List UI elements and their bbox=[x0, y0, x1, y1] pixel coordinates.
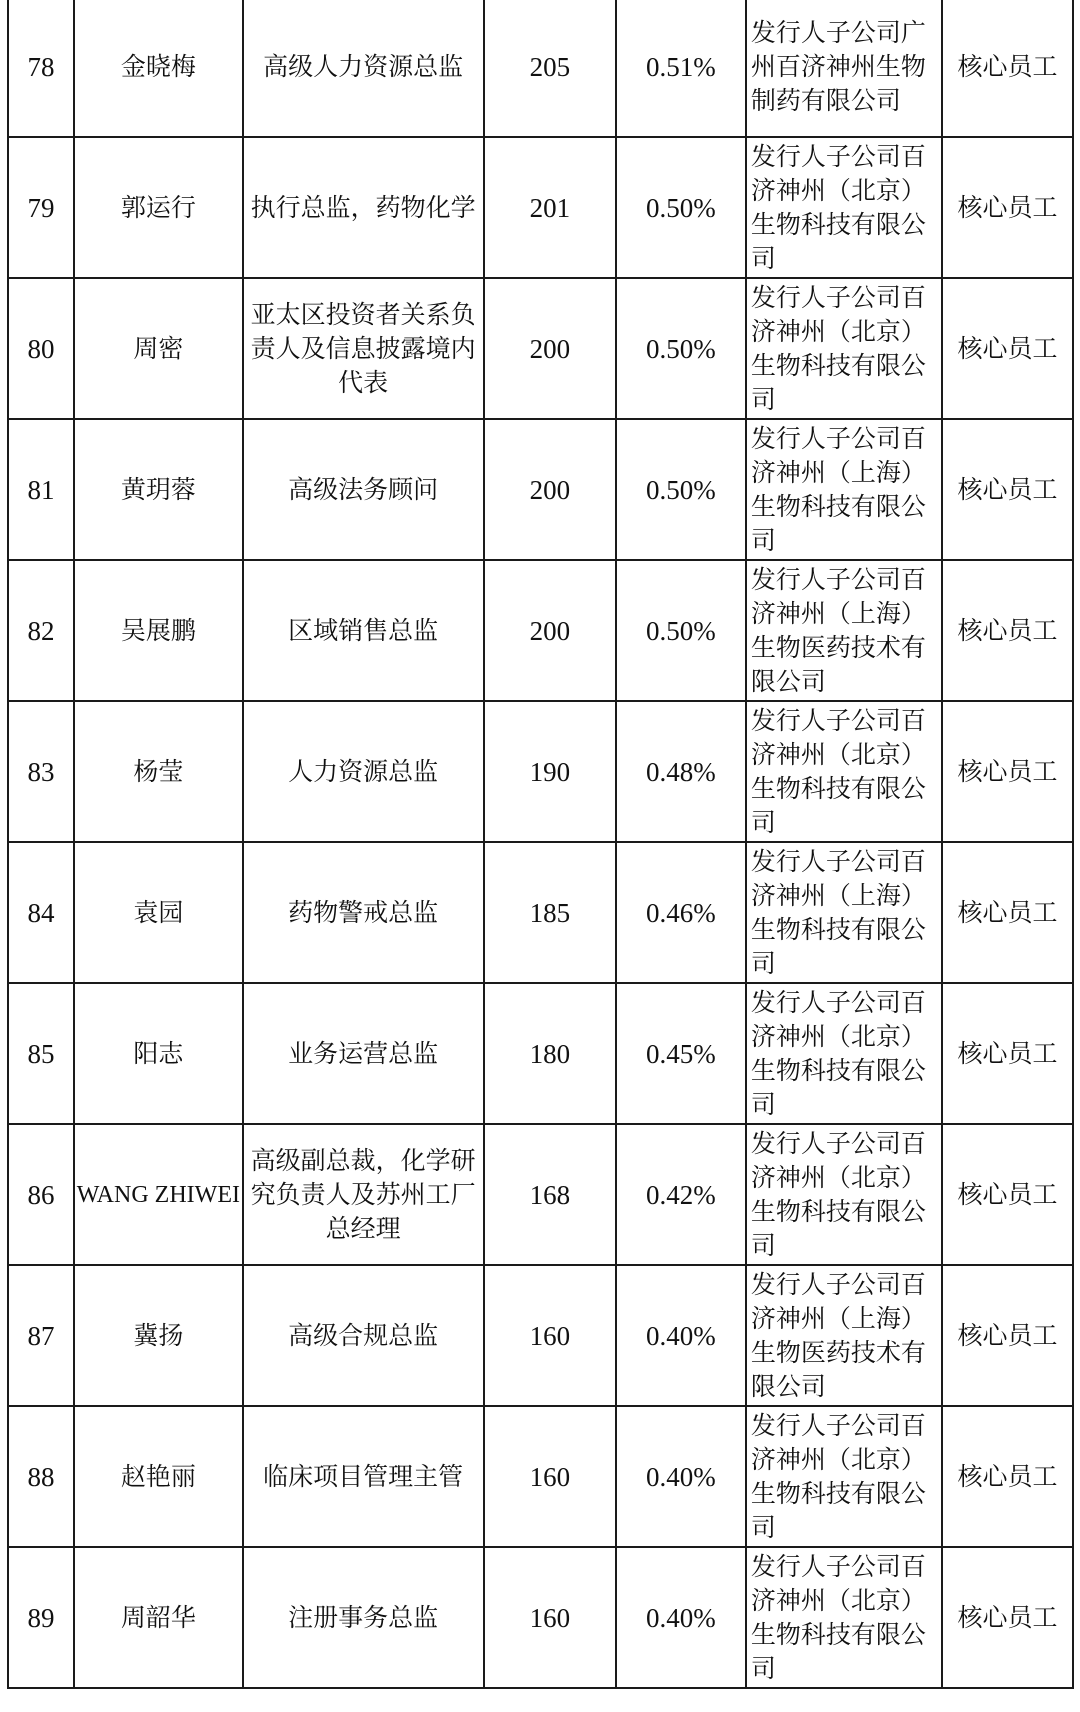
employee-name-cell: WANG ZHIWEI bbox=[74, 1124, 243, 1265]
shares-cell: 201 bbox=[484, 137, 616, 278]
position-cell bbox=[243, 419, 484, 560]
shares-cell: 200 bbox=[484, 419, 616, 560]
table-row bbox=[8, 1406, 1073, 1547]
shares-cell: 205 bbox=[484, 0, 616, 137]
ratio-cell: 0.51% bbox=[616, 0, 746, 137]
employer-text: 发行人子公司百济神州（北京）生物科技有限公司 bbox=[750, 1128, 926, 1260]
table-row bbox=[8, 0, 1073, 137]
employer-text: 发行人子公司百济神州（上海）生物科技有限公司 bbox=[750, 423, 926, 555]
category-cell: 核心员工 bbox=[942, 0, 1073, 137]
employer-text: 发行人子公司百济神州（上海）生物医药技术有限公司 bbox=[750, 564, 926, 696]
employer-cell bbox=[746, 983, 942, 1124]
table-row bbox=[8, 419, 1073, 560]
shares-cell: 190 bbox=[484, 701, 616, 842]
row-number-cell: 84 bbox=[8, 842, 74, 983]
employer-cell bbox=[746, 278, 942, 419]
employer-cell bbox=[746, 1124, 942, 1265]
position-text: 人力资源总监 bbox=[288, 756, 439, 786]
employer-cell bbox=[746, 137, 942, 278]
position-text: 临床项目管理主管 bbox=[263, 1461, 464, 1491]
position-cell bbox=[243, 1406, 484, 1547]
position-text: 高级人力资源总监 bbox=[263, 51, 464, 81]
ratio-cell: 0.46% bbox=[616, 842, 746, 983]
employee-name-cell: 吴展鹏 bbox=[74, 560, 243, 701]
ratio-cell: 0.45% bbox=[616, 983, 746, 1124]
employer-cell bbox=[746, 842, 942, 983]
row-number-cell: 78 bbox=[8, 0, 74, 137]
ratio-cell: 0.40% bbox=[616, 1406, 746, 1547]
employer-text: 发行人子公司百济神州（北京）生物科技有限公司 bbox=[750, 705, 926, 837]
row-number-cell: 83 bbox=[8, 701, 74, 842]
category-cell: 核心员工 bbox=[942, 842, 1073, 983]
position-cell bbox=[243, 1124, 484, 1265]
shares-cell: 168 bbox=[484, 1124, 616, 1265]
category-cell: 核心员工 bbox=[942, 1265, 1073, 1406]
table-row bbox=[8, 983, 1073, 1124]
employer-cell bbox=[746, 1547, 942, 1688]
category-cell: 核心员工 bbox=[942, 137, 1073, 278]
employee-name-cell: 袁园 bbox=[74, 842, 243, 983]
employer-text: 发行人子公司百济神州（北京）生物科技有限公司 bbox=[750, 141, 926, 273]
ratio-cell: 0.40% bbox=[616, 1547, 746, 1688]
row-number-cell: 80 bbox=[8, 278, 74, 419]
table-body bbox=[8, 0, 1073, 1688]
shares-cell: 160 bbox=[484, 1265, 616, 1406]
row-number-cell: 87 bbox=[8, 1265, 74, 1406]
ratio-cell: 0.50% bbox=[616, 560, 746, 701]
employer-text: 发行人子公司百济神州（上海）生物医药技术有限公司 bbox=[750, 1269, 926, 1401]
ratio-cell: 0.50% bbox=[616, 419, 746, 560]
shares-cell: 200 bbox=[484, 560, 616, 701]
position-text: 亚太区投资者关系负责人及信息披露境内代表 bbox=[250, 299, 476, 397]
employee-name-cell: 杨莹 bbox=[74, 701, 243, 842]
position-text: 业务运营总监 bbox=[288, 1038, 439, 1068]
employee-name-cell: 冀扬 bbox=[74, 1265, 243, 1406]
row-number-cell: 89 bbox=[8, 1547, 74, 1688]
ratio-cell: 0.48% bbox=[616, 701, 746, 842]
shares-cell: 185 bbox=[484, 842, 616, 983]
row-number-cell: 82 bbox=[8, 560, 74, 701]
position-text: 药物警戒总监 bbox=[288, 897, 439, 927]
category-cell: 核心员工 bbox=[942, 1124, 1073, 1265]
row-number-cell: 88 bbox=[8, 1406, 74, 1547]
employer-cell bbox=[746, 560, 942, 701]
employer-text: 发行人子公司百济神州（北京）生物科技有限公司 bbox=[750, 987, 926, 1119]
shares-cell: 160 bbox=[484, 1406, 616, 1547]
position-text: 区域销售总监 bbox=[288, 615, 439, 645]
ratio-cell: 0.40% bbox=[616, 1265, 746, 1406]
employee-name-cell: 周密 bbox=[74, 278, 243, 419]
table-row bbox=[8, 137, 1073, 278]
category-cell: 核心员工 bbox=[942, 278, 1073, 419]
position-text: 高级合规总监 bbox=[288, 1320, 439, 1350]
employer-text: 发行人子公司百济神州（北京）生物科技有限公司 bbox=[750, 1551, 926, 1683]
position-text: 高级法务顾问 bbox=[288, 474, 439, 504]
employer-cell bbox=[746, 701, 942, 842]
strategic-placement-table bbox=[7, 0, 1074, 1689]
category-cell: 核心员工 bbox=[942, 1547, 1073, 1688]
employer-cell bbox=[746, 1265, 942, 1406]
employee-name-cell: 郭运行 bbox=[74, 137, 243, 278]
shares-cell: 180 bbox=[484, 983, 616, 1124]
category-cell: 核心员工 bbox=[942, 1406, 1073, 1547]
position-cell bbox=[243, 1265, 484, 1406]
employer-text: 发行人子公司百济神州（上海）生物科技有限公司 bbox=[750, 846, 926, 978]
table-row bbox=[8, 560, 1073, 701]
table-row bbox=[8, 1547, 1073, 1688]
position-text: 高级副总裁，化学研究负责人及苏州工厂总经理 bbox=[250, 1145, 476, 1243]
position-cell bbox=[243, 278, 484, 419]
employee-name-cell: 黄玥蓉 bbox=[74, 419, 243, 560]
position-cell bbox=[243, 560, 484, 701]
table-row bbox=[8, 842, 1073, 983]
category-cell: 核心员工 bbox=[942, 560, 1073, 701]
ratio-cell: 0.50% bbox=[616, 137, 746, 278]
table-row bbox=[8, 1124, 1073, 1265]
position-cell bbox=[243, 1547, 484, 1688]
category-cell: 核心员工 bbox=[942, 419, 1073, 560]
employee-name-cell: 赵艳丽 bbox=[74, 1406, 243, 1547]
position-text: 注册事务总监 bbox=[288, 1602, 439, 1632]
category-cell: 核心员工 bbox=[942, 701, 1073, 842]
employer-text: 发行人子公司百济神州（北京）生物科技有限公司 bbox=[750, 282, 926, 414]
shares-cell: 160 bbox=[484, 1547, 616, 1688]
table-row bbox=[8, 278, 1073, 419]
position-cell bbox=[243, 0, 484, 137]
position-cell bbox=[243, 983, 484, 1124]
position-cell bbox=[243, 137, 484, 278]
row-number-cell: 79 bbox=[8, 137, 74, 278]
row-number-cell: 86 bbox=[8, 1124, 74, 1265]
ratio-cell: 0.42% bbox=[616, 1124, 746, 1265]
position-cell bbox=[243, 842, 484, 983]
employee-name-cell: 阳志 bbox=[74, 983, 243, 1124]
shares-cell: 200 bbox=[484, 278, 616, 419]
employer-text: 发行人子公司百济神州（北京）生物科技有限公司 bbox=[750, 1410, 926, 1542]
table-row bbox=[8, 1265, 1073, 1406]
employee-name-cell: 金晓梅 bbox=[74, 0, 243, 137]
category-cell: 核心员工 bbox=[942, 983, 1073, 1124]
employer-cell bbox=[746, 1406, 942, 1547]
employer-cell bbox=[746, 419, 942, 560]
table-row bbox=[8, 701, 1073, 842]
employer-cell bbox=[746, 0, 942, 137]
row-number-cell: 81 bbox=[8, 419, 74, 560]
position-text: 执行总监，药物化学 bbox=[250, 192, 476, 222]
row-number-cell: 85 bbox=[8, 983, 74, 1124]
employer-text: 发行人子公司广州百济神州生物制药有限公司 bbox=[750, 17, 926, 115]
position-cell bbox=[243, 701, 484, 842]
employee-name-cell: 周韶华 bbox=[74, 1547, 243, 1688]
ratio-cell: 0.50% bbox=[616, 278, 746, 419]
